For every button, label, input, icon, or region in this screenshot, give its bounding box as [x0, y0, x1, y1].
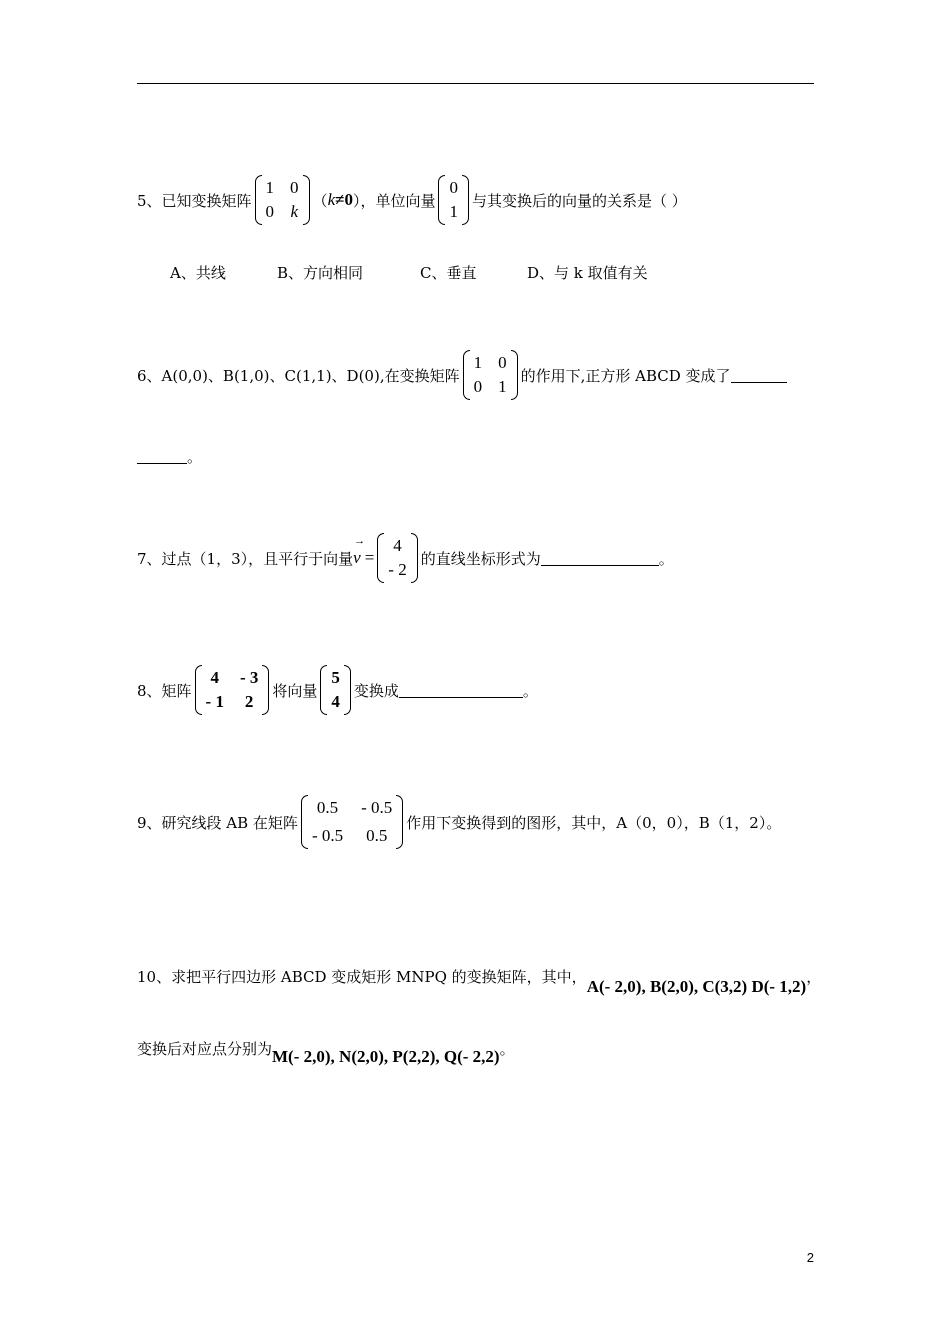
question-9	[137, 795, 781, 849]
q6-end: 。	[187, 448, 203, 466]
q5-vector-cell: 1	[449, 202, 458, 221]
question-7	[137, 533, 674, 583]
q5-cond-k: k	[327, 190, 336, 209]
q5-matrix-cell: k	[290, 202, 299, 221]
q10-text-a: 10、求把平行四边形 ABCD 变成矩形 MNPQ 的变换矩阵，其中，	[137, 968, 587, 986]
q7-vector	[377, 533, 417, 583]
q5-vector-cell: 0	[449, 178, 458, 197]
q8-text-c: 变换成	[353, 681, 399, 700]
q7-equals: =	[364, 548, 375, 567]
q6-matrix-cell: 1	[498, 377, 507, 396]
q10-points-mnpq: M(- 2,0), N(2,0), P(2,2), Q(- 2,2)	[272, 1046, 500, 1066]
q5-option-d: D、与 k 取值有关	[527, 264, 648, 282]
q8-matrix	[195, 665, 270, 715]
q5-cond-rest: ≠0	[335, 190, 353, 209]
q6-matrix	[463, 350, 518, 400]
q8-text-b: 将向量	[272, 681, 318, 700]
q9-matrix-cell: - 0.5	[311, 826, 344, 845]
q5-option-a: A、共线	[170, 264, 226, 282]
q7-vector-cell: 4	[393, 536, 402, 555]
q7-end: 。	[658, 549, 674, 568]
header-rule	[137, 83, 814, 84]
q5-vector	[438, 175, 469, 225]
question-8	[137, 665, 538, 715]
q5-cond-open: （	[312, 191, 328, 210]
q8-matrix-cell: - 3	[239, 668, 259, 687]
q5-option-c: C、垂直	[420, 264, 477, 282]
q7-text-a: 7、过点（1，3），且平行于向量	[137, 549, 354, 568]
q5-text-b: 与其变换后的向量的关系是（ ）	[471, 191, 687, 210]
q8-vector	[320, 665, 351, 715]
q10-comma: ，	[806, 968, 822, 986]
q9-text-a: 9、研究线段 AB 在矩阵	[137, 813, 298, 832]
q8-answer-blank[interactable]	[399, 683, 523, 698]
q5-matrix-cell: 1	[265, 178, 275, 197]
q6-answer-blank-cont[interactable]	[137, 449, 187, 464]
question-10-cont	[137, 1038, 515, 1066]
q5-option-b: B、方向相同	[277, 264, 364, 282]
q10-text-b: 变换后对应点分别为	[137, 1040, 273, 1058]
q7-text-b: 的直线坐标形式为	[420, 549, 541, 568]
q7-answer-blank[interactable]	[541, 551, 659, 566]
q6-continuation	[137, 446, 202, 467]
q10-points-abcd: A(- 2,0), B(2,0), C(3,2) D(- 1,2)	[586, 976, 807, 996]
q5-matrix-cell: 0	[265, 202, 275, 221]
q9-text-b: 作用下变换得到的图形，其中，A（0，0），B（1，2）。	[406, 813, 782, 832]
q8-matrix-cell: 4	[210, 668, 219, 687]
q8-end: 。	[522, 681, 538, 700]
page-number: 2	[806, 1250, 814, 1265]
q8-vector-cell: 5	[331, 668, 340, 687]
q9-matrix-cell: 0.5	[366, 826, 388, 845]
q5-cond-close: ），单位向量	[352, 191, 436, 210]
q9-matrix-cell: 0.5	[316, 798, 339, 817]
question-5	[137, 175, 687, 225]
q8-text-a: 8、矩阵	[137, 681, 192, 700]
q8-vector-cell: 4	[331, 692, 340, 711]
q5-matrix-cell: 0	[290, 178, 299, 197]
q6-text-b: 的作用下,正方形 ABCD 变成了	[520, 366, 731, 385]
q6-text-a: 6、A(0,0)、B(1,0)、C(1,1)、D(0),在变换矩阵	[137, 366, 460, 385]
q6-matrix-cell: 0	[498, 353, 507, 372]
q7-vector-symbol: → v	[353, 548, 361, 568]
question-10	[137, 966, 822, 996]
q9-matrix-cell: - 0.5	[361, 798, 393, 817]
q9-matrix	[301, 795, 403, 849]
q10-end: 。	[499, 1040, 515, 1058]
q5-text-a: 5、已知变换矩阵	[137, 191, 252, 210]
question-6	[137, 350, 787, 400]
q6-matrix-cell: 0	[473, 377, 483, 396]
q6-matrix-cell: 1	[473, 353, 483, 372]
q7-vector-cell: - 2	[388, 560, 407, 579]
q6-answer-blank[interactable]	[731, 368, 787, 383]
q8-matrix-cell: - 1	[205, 692, 224, 711]
q5-matrix	[255, 175, 310, 225]
q8-matrix-cell: 2	[244, 692, 254, 711]
